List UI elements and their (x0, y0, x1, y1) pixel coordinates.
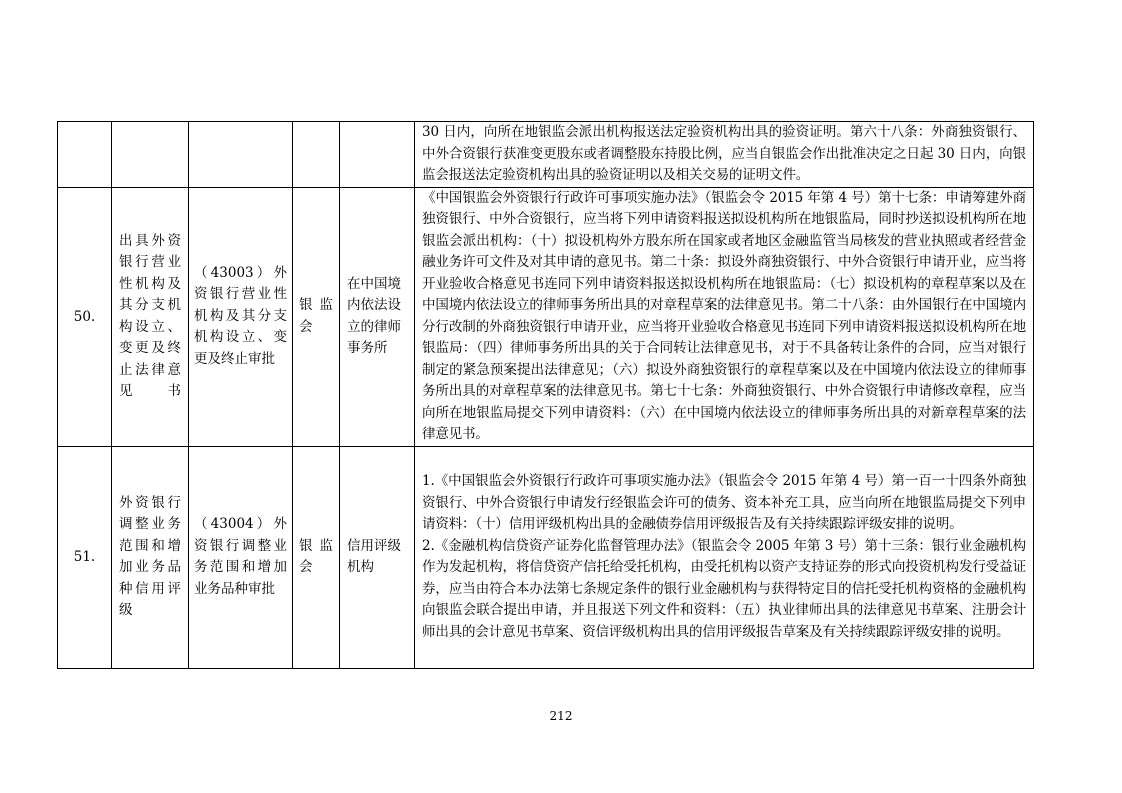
row-number-cell: 50. (58, 187, 112, 446)
page-number: 212 (549, 709, 573, 723)
legal-basis-cell (415, 187, 1034, 446)
legal-basis-cell (415, 446, 1034, 668)
row-number-cell: 51. (58, 446, 112, 668)
approval-item-cell: （43003）外资银行营业性机构及其分支机构设立、变更及终止审批 (189, 187, 293, 446)
item-name-cell: 外资银行调整业务范围和增加业务品种信用评级 (112, 446, 189, 668)
legal-basis-paragraph: 1.《中国银监会外资银行行政许可事项实施办法》（银监会令 2015 年第 4 号）第一百一十四条外商独资银行、中外合资银行申请发行经银监会许可的债务、资本补充工具，应当向所在地银监局提交下列申请资料：（十）信用评级机构出具的金融债券信用评级报告及有关持续跟踪评级安排的说明。 (422, 473, 1026, 532)
provider-condition-cell: 在中国境内依法设立的律师事务所 (340, 187, 415, 446)
authority-cell (293, 122, 340, 188)
item-name-cell (112, 122, 189, 188)
row-number-cell (58, 122, 112, 188)
legal-basis-paragraph: 30 日内，向所在地银监会派出机构报送法定验资机构出具的验资证明。第六十八条：外商独资银行、中外合资银行获准变更股东或者调整股东持股比例，应当自银监会作出批准决定之日起 30 日内，向银监会报送法定验资机构出具的验资证明以及相关交易的证明文件。 (422, 124, 1026, 183)
authority-cell: 银监会 (293, 446, 340, 668)
item-name-cell: 出具外资银行营业性机构及其分支机构设立、变更及终止法律意见书 (112, 187, 189, 446)
approval-item-cell: （43004）外资银行调整业务范围和增加业务品种审批 (189, 446, 293, 668)
approval-item-cell (189, 122, 293, 188)
legal-basis-paragraph: 2.《金融机构信贷资产证券化监督管理办法》（银监会令 2005 年第 3 号）第十三条：银行业金融机构作为发起机构，将信贷资产信托给受托机构，由受托机构以资产支持证券的形式向投资机构发行受益证券，应当由符合本办法第七条规定条件的银行业金融机构与获得特定目的信托受托机构资格的金融机构向银监会联合提出申请，并且报送下列文件和资料：（五）执业律师出具的法律意见书草案、注册会计师出具的会计意见书草案、资信评级机构出具的信用评级报告草案及有关持续跟踪评级安排的说明。 (422, 537, 1026, 640)
table-row-continuation (58, 122, 1034, 188)
table-row (58, 187, 1034, 446)
regulation-table (57, 121, 1034, 669)
provider-condition-cell (340, 122, 415, 188)
provider-condition-cell: 信用评级机构 (340, 446, 415, 668)
authority-cell: 银监会 (293, 187, 340, 446)
legal-basis-cell (415, 122, 1034, 188)
legal-basis-paragraph: 《中国银监会外资银行行政许可事项实施办法》（银监会令 2015 年第 4 号）第十七条：申请筹建外商独资银行、中外合资银行，应当将下列申请资料报送拟设机构所在地银监局，同时抄送拟设机构所在地银监会派出机构：（十）拟设机构外方股东所在国家或者地区金融监管当局核发的营业执照或者经营金融业务许可文件及对其申请的意见书。第二十条：拟设外商独资银行、中外合资银行申请开业，应当将开业验收合格意见书连同下列申请资料报送拟设机构所在地银监局：（七）拟设机构的章程草案以及在中国境内依法设立的律师事务所出具的对章程草案的法律意见书。第二十八条：由外国银行在中国境内分行改制的外商独资银行申请开业，应当将开业验收合格意见书连同下列申请资料报送拟设机构所在地银监局：（四）律师事务所出具的关于合同转让法律意见书，对于不具备转让条件的合同，应当对银行制定的紧急预案提出法律意见；（六）拟设外商独资银行的章程草案以及在中国境内依法设立的律师事务所出具的对章程草案的法律意见书。第七十七条：外商独资银行、中外合资银行申请修改章程，应当向所在地银监局提交下列申请资料：（六）在中国境内依法设立的律师事务所出具的对新章程草案的法律意见书。 (422, 189, 1026, 442)
table-row (58, 446, 1034, 668)
